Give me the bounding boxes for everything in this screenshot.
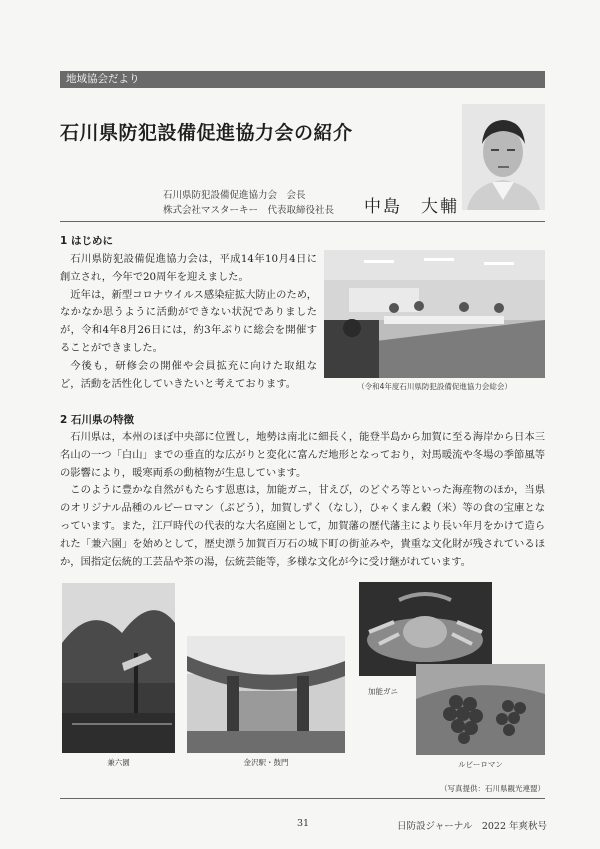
crab-caption: 加能ガニ [368,687,398,696]
kenrokuen-photo [62,583,175,753]
header-divider [60,221,545,222]
journal-name: 日防設ジャーナル 2022 年爽秋号 [397,821,548,832]
author-org-line2: 株式会社マスターキー 代表取締役社長 [163,205,335,216]
page-title: 石川県防犯設備促進協力会の紹介 [60,122,353,144]
photo-credit: （写真提供：石川県観光連盟） [440,784,545,793]
meeting-photo [324,250,545,378]
grapes-caption: ルビーロマン [458,760,503,769]
intro-paragraph-1: 石川県防犯設備促進協力会は，平成14年10月4日に創立され，今年で20周年を迎えました。 [60,253,317,283]
section-band: 地域協会だより [60,71,545,88]
features-paragraph-1: 石川県は，本州のほぼ中央部に位置し，地勢は南北に細長く，能登半島から加賀に至る海岸から日本三名山の一つ「白山」までの垂直的な広がりと変化に富んだ地形となっており，対馬暖流や冬場の季節風等の影響により，暖寒両系の動植物が生息しています。 [60,431,545,479]
author-org-line1: 石川県防犯設備促進協力会 会長 [163,190,306,201]
features-paragraph-2: このように豊かな自然がもたらす恩恵は，加能ガニ，甘えび，のどぐろ等といった海産物のほか，当県のオリジナル品種のルビーロマン（ぶどう），加賀しずく（なし），ひゃくまん穀（米）等の食の宝庫となっています。また，江戸時代の代表的な大名庭園として，加賀藩の歴代藩主により長い年月をかけて造られた「兼六園」を始めとして，歴史漂う加賀百万石の城下町の街並みや，貴重な文化財が残されているほか，国指定伝統的工芸品や茶の湯，伝統芸能等，多様な文化が今に受け継がれています。 [60,484,545,568]
grapes-photo [416,664,545,755]
section-features-body [60,429,545,571]
crab-photo [359,582,492,676]
page-number: 31 [297,818,310,829]
kanazawa-station-caption: 金沢駅・鼓門 [243,758,289,767]
section-heading-features: 2 石川県の特徴 [60,414,134,426]
intro-paragraph-3: 今後も，研修会の開催や会員拡充に向けた取組など，活動を活性化していきたいと考えております。 [60,359,317,390]
kanazawa-station-photo [187,636,345,753]
footer-divider [60,798,545,799]
section-intro-body [60,251,317,393]
intro-paragraph-2: 近年は，新型コロナウイルス感染症拡大防止のため，なかなか思うように活動ができない状況でありましたが，令和4年8月26日には，約3年ぶりに総会を開催することができました。 [60,288,317,354]
section-heading-intro: 1 はじめに [60,235,113,247]
author-name: 中島 大輔 [364,197,459,217]
kenrokuen-caption: 兼六園 [107,758,130,767]
author-portrait [462,104,545,210]
meeting-photo-caption: （令和4年度石川県防犯設備促進協力会総会） [357,382,512,391]
